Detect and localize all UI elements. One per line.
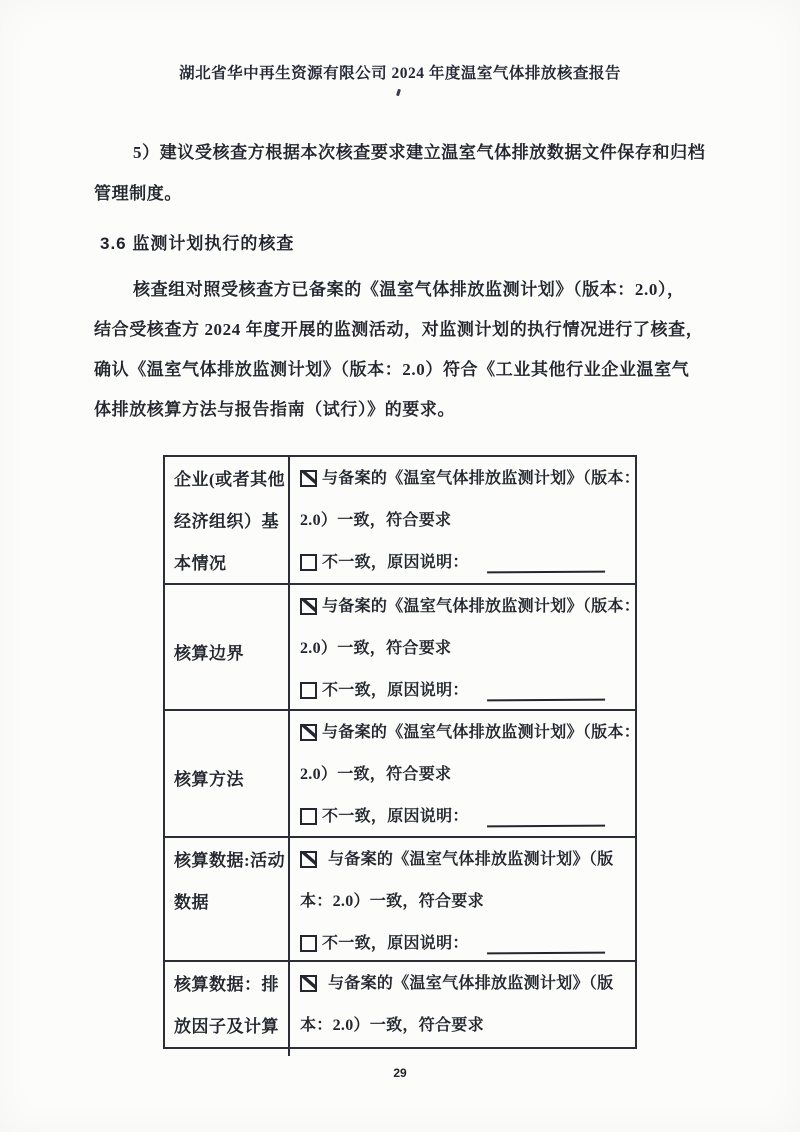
row-content (290, 838, 635, 974)
row-content (290, 711, 646, 847)
page-number: 29 (393, 1066, 407, 1080)
row-label: 核算方法 (165, 711, 290, 847)
blank-underline (487, 551, 605, 574)
table-row-accounting-boundary (165, 585, 641, 711)
scan-artifact-mark (396, 89, 401, 97)
unchecked-option-line: 不一致，原因说明： (300, 551, 640, 593)
table-row-accounting-data-activity (165, 838, 635, 962)
section-paragraph-line3: 确认《温室气体排放监测计划》（版本：2.0）符合《工业其他行业企业温室气 (94, 360, 690, 379)
checkbox-unchecked-icon (300, 554, 317, 571)
checkbox-checked-icon (300, 851, 317, 868)
monitoring-plan-verification-table (163, 455, 641, 1049)
blank-underline (487, 679, 605, 702)
recommendation-paragraph-line2: 管理制度。 (94, 184, 182, 203)
row-content (290, 585, 646, 721)
checked-option-line: 与备案的《温室气体排放监测计划》（版本： (300, 595, 640, 637)
unchecked-option-line: 不一致，原因说明： (300, 932, 629, 974)
checked-option-continuation: 本：2.0）一致，符合要求 (300, 893, 484, 910)
checkbox-unchecked-icon (300, 808, 317, 825)
document-header-title: 湖北省华中再生资源有限公司 2024 年度温室气体排放核查报告 (179, 65, 621, 82)
unchecked-option-line: 不一致，原因说明： (300, 679, 640, 721)
checked-option-line: 与备案的《温室气体排放监测计划》（版 (300, 848, 629, 890)
checkbox-checked-icon (300, 975, 317, 992)
checked-option-continuation: 本：2.0）一致，符合要求 (300, 1017, 484, 1034)
table-row-enterprise-basic-info (165, 457, 641, 585)
checkbox-checked-icon (300, 470, 317, 487)
row-content (290, 962, 635, 1056)
checkbox-checked-icon (300, 724, 317, 741)
section-paragraph-line2: 结合受核查方 2024 年度开展的监测活动，对监测计划的执行情况进行了核查， (94, 320, 704, 339)
checkbox-unchecked-icon (300, 682, 317, 699)
row-content (290, 457, 646, 593)
checked-option-continuation: 2.0）一致，符合要求 (300, 512, 452, 529)
table-row-accounting-data-emission-factors (165, 962, 635, 1047)
row-label: 核算数据：排 放因子及计算 (165, 962, 290, 1056)
checkbox-unchecked-icon (300, 935, 317, 952)
checked-option-line: 与备案的《温室气体排放监测计划》（版本： (300, 467, 640, 509)
table-row-accounting-method (165, 711, 641, 838)
recommendation-paragraph-line1: 5）建议受核查方根据本次核查要求建立温室气体排放数据文件保存和归档 (133, 143, 706, 162)
section-paragraph-line4: 体排放核算方法与报告指南（试行）》的要求。 (94, 400, 456, 419)
checked-option-continuation: 2.0）一致，符合要求 (300, 766, 452, 783)
blank-underline (487, 805, 605, 828)
row-label: 核算边界 (165, 585, 290, 721)
blank-underline (487, 932, 605, 955)
section-3-6-heading: 3.6 监测计划执行的核查 (100, 234, 295, 253)
row-label: 核算数据:活动 数据 (165, 838, 290, 974)
checked-option-line: 与备案的《温室气体排放监测计划》（版本： (300, 721, 640, 763)
unchecked-option-line: 不一致，原因说明： (300, 805, 640, 847)
row-label: 企业(或者其他 经济组织）基 本情况 (165, 457, 290, 593)
section-paragraph-line1: 核查组对照受核查方已备案的《温室气体排放监测计划》（版本：2.0）， (133, 280, 685, 299)
checked-option-line: 与备案的《温室气体排放监测计划》（版 (300, 972, 629, 1014)
checkbox-checked-icon (300, 598, 317, 615)
checked-option-continuation: 2.0）一致，符合要求 (300, 640, 452, 657)
